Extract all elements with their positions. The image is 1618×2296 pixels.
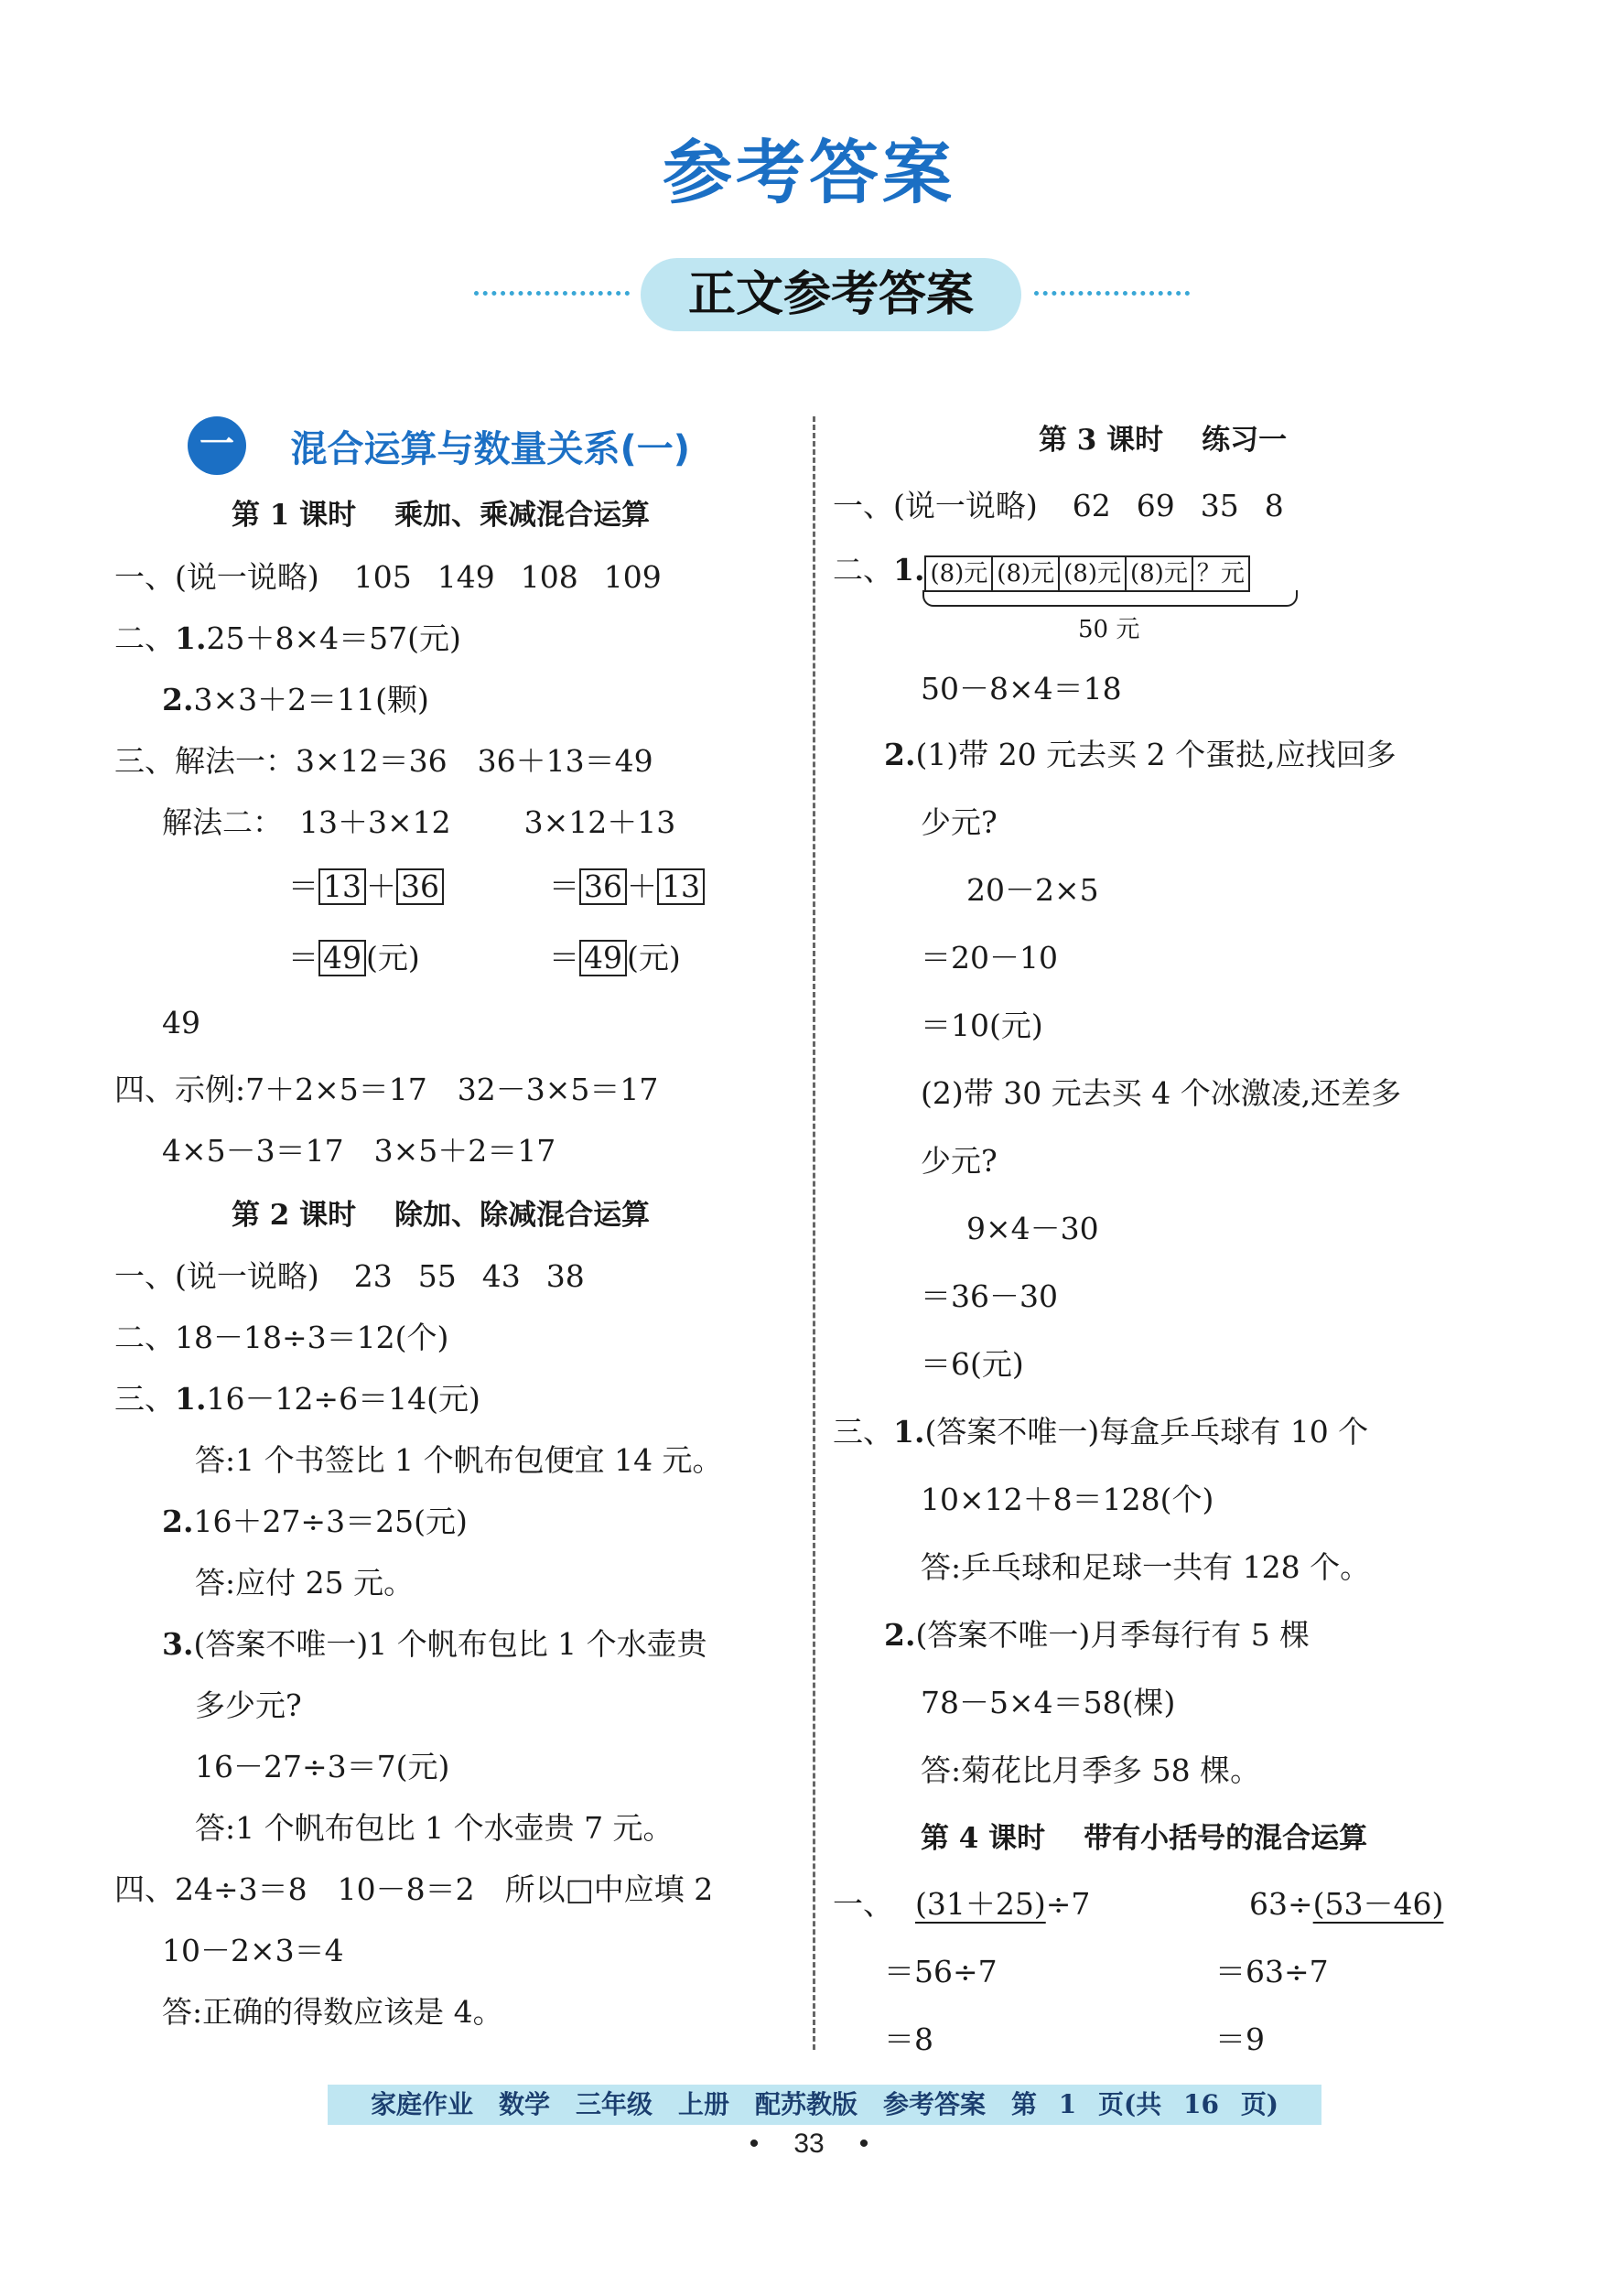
item-number: 2. — [162, 682, 194, 717]
answer-value: 69 — [1136, 488, 1175, 523]
l1-q1 — [114, 554, 662, 597]
l1-q4b: 4×5－3＝17 3×5＋2＝17 — [162, 1133, 556, 1169]
l1-q2-1 — [114, 615, 461, 658]
l1-q3-step1a — [288, 863, 444, 906]
answer-box: 13 — [657, 868, 705, 905]
equals: ＝ — [288, 868, 318, 904]
l1-q3-step2b — [549, 934, 681, 977]
r-l4-q1b — [1249, 1881, 1443, 1924]
answer-value: 43 — [481, 1258, 521, 1294]
bullet-left: • — [749, 2129, 760, 2159]
r-q3-1 — [833, 1408, 1368, 1451]
expression: 63÷ — [1249, 1886, 1313, 1922]
r-q1 — [833, 482, 1284, 525]
l2-q4-answer: 答:正确的得数应该是 4。 — [162, 1994, 503, 2030]
lesson-name: 带有小括号的混合运算 — [1084, 1822, 1368, 1855]
r-q3-2-answer: 答:菊花比月季多 58 棵。 — [921, 1752, 1261, 1788]
r-q2-1-equation: 50－8×4＝18 — [921, 671, 1122, 706]
r-q2-1 — [833, 546, 1248, 592]
equation: 16－12÷6＝14(元) — [206, 1381, 480, 1417]
l2-q1 — [114, 1253, 585, 1296]
unit: (元) — [627, 940, 681, 976]
dotted-rule-left — [474, 291, 630, 296]
method-label: 解法二： — [162, 804, 283, 840]
l1-q3-step1b — [549, 863, 705, 906]
underlined-expression: (31＋25) — [915, 1886, 1046, 1922]
r-q3-2 — [884, 1612, 1310, 1655]
r-q3-1-answer: 答:乒乓球和足球一共有 128 个。 — [921, 1549, 1371, 1585]
segment: (8)元 — [924, 555, 993, 592]
r-q2-3-expr: 9×4－30 — [966, 1211, 1099, 1246]
l2-q3-3 — [162, 1621, 707, 1664]
answer-value: 149 — [437, 559, 495, 595]
l2-q3-1-answer: 答:1 个书签比 1 个帆布包便宜 14 元。 — [195, 1442, 723, 1478]
question-text: (1)带 20 元去买 2 个蛋挞,应找回多 — [915, 737, 1397, 772]
r-q2-2 — [884, 731, 1397, 774]
lesson-name: 除加、除减混合运算 — [394, 1199, 651, 1232]
r-q2-2-expr: 20－2×5 — [966, 872, 1099, 908]
plus: ＋ — [366, 868, 396, 904]
question-text: (答案不唯一)每盒乒乓球有 10 个 — [924, 1414, 1369, 1450]
page-number — [0, 2129, 1618, 2160]
brace-label: 50 元 — [1078, 616, 1140, 643]
item-number: 2. — [884, 1617, 916, 1653]
answer-value: 8 — [1264, 488, 1284, 523]
equation: 3×3＋2＝11(颗) — [193, 682, 429, 717]
l1-q3-method2 — [162, 799, 675, 842]
item-number: 2. — [884, 737, 916, 772]
answer-value: 105 — [353, 559, 412, 595]
question-label: 三、 — [114, 1381, 175, 1417]
l2-q4: 四、24÷3＝8 10－8＝2 所以□中应填 2 — [114, 1871, 714, 1907]
r-q2-3: (2)带 30 元去买 4 个冰激凌,还差多 — [921, 1075, 1402, 1111]
lesson-label: 第 2 课时 — [232, 1199, 357, 1232]
lesson-label: 第 1 课时 — [232, 499, 357, 532]
item-number: 1. — [893, 552, 925, 587]
banner-title: 正文参考答案 — [641, 258, 1021, 331]
lesson-label: 第 3 课时 — [1039, 424, 1164, 457]
answer-value: 108 — [520, 559, 578, 595]
r-l4-q1a — [833, 1881, 1090, 1924]
equals: ＝ — [549, 940, 579, 976]
unit-heading — [188, 416, 690, 475]
unit-title: 混合运算与数量关系(一) — [290, 427, 691, 470]
expression: ÷7 — [1045, 1886, 1091, 1922]
question-label: 一、(说一说略) — [833, 488, 1038, 523]
unit-number-badge: 一 — [188, 416, 246, 475]
r-l4-result-a: ＝8 — [884, 2021, 933, 2057]
footer-bar: 家庭作业 数学 三年级 上册 配苏教版 参考答案 第 1 页(共 16 页) — [328, 2085, 1321, 2125]
r-l4-step1a: ＝56÷7 — [884, 1954, 998, 1989]
answer-value: 62 — [1072, 488, 1111, 523]
item-number: 2. — [162, 1504, 194, 1539]
lesson-name: 练习一 — [1202, 424, 1288, 457]
expression: 13＋3×12 — [299, 804, 451, 840]
l2-q3-3-answer: 答:1 个帆布包比 1 个水壶贵 7 元。 — [195, 1810, 674, 1846]
segment: (8)元 — [1125, 555, 1193, 592]
page-title: 参考答案 — [663, 132, 955, 213]
r-q2-2-result: ＝10(元) — [921, 1008, 1043, 1043]
item-number: 3. — [162, 1626, 194, 1662]
question-label: 二、 — [114, 620, 175, 656]
unit: (元) — [366, 940, 420, 976]
answer-value: 23 — [353, 1258, 393, 1294]
segment: (8)元 — [991, 555, 1060, 592]
l2-q3-3-line2: 多少元? — [195, 1687, 302, 1723]
r-q3-2-equation: 78－5×4＝58(棵) — [921, 1685, 1176, 1720]
question-label: 一、(说一说略) — [114, 559, 319, 595]
dotted-rule-right — [1034, 291, 1190, 296]
r-q2-3-line2: 少元? — [921, 1143, 998, 1179]
answer-value: 38 — [545, 1258, 585, 1294]
item-number: 1. — [893, 1414, 925, 1450]
bullet-right: • — [858, 2129, 869, 2159]
answer-value: 55 — [417, 1258, 457, 1294]
answer-box: 13 — [318, 868, 366, 905]
segment: ？元 — [1192, 555, 1250, 592]
r-q2-3-result: ＝6(元) — [921, 1346, 1024, 1382]
l2-q3-3-equation: 16－27÷3＝7(元) — [195, 1749, 450, 1784]
answer-value: 35 — [1200, 488, 1239, 523]
question-text: (答案不唯一)1 个帆布包比 1 个水壶贵 — [193, 1626, 707, 1662]
question-label: 二、 — [833, 552, 893, 587]
l1-q3-method1: 三、解法一：3×12＝36 36＋13＝49 — [114, 743, 653, 779]
plus: ＋ — [627, 868, 657, 904]
equals: ＝ — [288, 940, 318, 976]
expression: 3×12＋13 — [523, 804, 676, 840]
l2-q4-equation: 10－2×3＝4 — [162, 1933, 344, 1968]
l2-q3-2 — [162, 1498, 468, 1541]
question-label: 一、 — [833, 1886, 893, 1922]
answer-box: 49 — [579, 940, 627, 976]
l2-q2: 二、18－18÷3＝12(个) — [114, 1320, 449, 1355]
lesson-label: 第 4 课时 — [921, 1822, 1046, 1855]
segment-diagram — [924, 553, 1247, 592]
equation: 25＋8×4＝57(元) — [206, 620, 461, 656]
l1-q3-step2a — [288, 934, 420, 977]
item-number: 1. — [175, 620, 207, 656]
r-q2-2-line2: 少元? — [921, 804, 998, 840]
item-number: 1. — [175, 1381, 207, 1417]
r-q3-1-equation: 10×12＋8＝128(个) — [921, 1482, 1214, 1517]
question-text: (答案不唯一)月季每行有 5 棵 — [915, 1617, 1311, 1653]
column-divider — [813, 416, 815, 2050]
r-l4-step1b: ＝63÷7 — [1215, 1954, 1329, 1989]
brace — [922, 590, 1298, 607]
question-label: 一、(说一说略) — [114, 1258, 319, 1294]
l1-q4a: 四、示例:7＋2×5＝17 32－3×5＝17 — [114, 1072, 659, 1107]
lesson-1-heading — [232, 491, 650, 533]
equals: ＝ — [549, 868, 579, 904]
answer-value: 109 — [603, 559, 662, 595]
answer-box: 49 — [318, 940, 366, 976]
segment: (8)元 — [1058, 555, 1127, 592]
r-q2-3-step: ＝36－30 — [921, 1278, 1058, 1314]
answer-box: 36 — [396, 868, 444, 905]
lesson-2-heading — [232, 1191, 650, 1233]
l2-q3-2-answer: 答:应付 25 元。 — [195, 1565, 415, 1601]
equation: 16＋27÷3＝25(元) — [193, 1504, 468, 1539]
answer-box: 36 — [579, 868, 627, 905]
underlined-expression: (53－46) — [1312, 1886, 1444, 1922]
r-q2-2-step: ＝20－10 — [921, 940, 1058, 976]
l1-q2-2 — [162, 676, 429, 719]
page-number-value: 33 — [793, 2129, 825, 2159]
l1-q3-answer: 49 — [162, 1005, 200, 1040]
lesson-3-heading — [1039, 416, 1287, 458]
l2-q3-1 — [114, 1375, 480, 1418]
r-l4-result-b: ＝9 — [1215, 2021, 1265, 2057]
question-label: 三、 — [833, 1414, 893, 1450]
lesson-name: 乘加、乘减混合运算 — [394, 499, 651, 532]
section-banner — [0, 258, 1618, 331]
lesson-4-heading — [921, 1815, 1367, 1856]
